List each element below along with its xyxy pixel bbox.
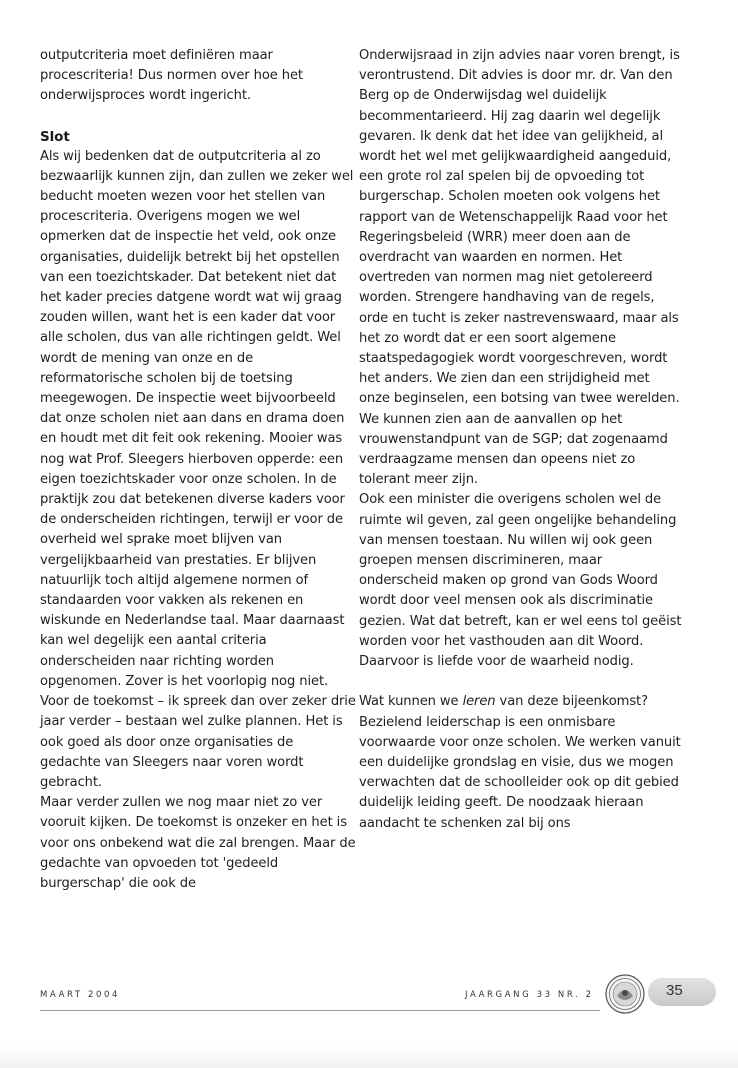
paragraph-continued: outputcriteria moet definiëren maar procescriteria! Dus normen over hoe het onderwijsproces wordt ingericht.: [40, 48, 303, 104]
footer-issue: JAARGANG 33 NR. 2: [465, 990, 594, 1000]
leren-emphasis: leren: [462, 694, 496, 710]
paragraph-leren: [359, 692, 683, 833]
page-number: 35: [666, 982, 683, 999]
right-column: [359, 46, 683, 834]
paragraph-onderwijsraad: Onderwijsraad in zijn advies naar voren brengt, is verontrustend. Dit advies is door mr. dr. Van den Berg op de Onderwijsdag wel duidelijk becommentarieerd. Hij zag daarin wel degelijk gevaren. Ik denk dat het idee van gelijkheid, al wordt het wel met gelijkwaardigheid aangeduid, een grote rol zal spelen bij de opvoeding tot burgerschap. Scholen moeten ook volgens het rapport van de Wetenschappelijk Raad voor het Regeringsbeleid (WRR) meer doen aan de overdracht van waarden en normen. Het overtreden van normen mag niet getolereerd worden. Strengere handhaving van de regels, orde en tucht is zeker nastrevenswaard, maar als het zo wordt dat er een soort algemene staatspedagogiek wordt voorgeschreven, wordt het anders. We zien dan een strijdigheid met onze beginselen, een botsing van twee werelden. We kunnen zien aan de aanvallen op het vrouwenstandpunt van de SGP; dat zogenaamd verdraagzame mensen dan opeens niet zo tolerant meer zijn.: [359, 48, 680, 488]
page-bottom-shadow: [0, 1044, 738, 1068]
footer-rule: [40, 1010, 600, 1011]
left-column: [40, 46, 356, 894]
paragraph-future: Voor de toekomst – ik spreek dan over zeker drie jaar verder – bestaan wel zulke plannen. Het is ook goed als door onze organisaties de gedachte van Sleegers naar voren wordt gebracht.: [40, 694, 356, 790]
leren-text-before: Wat kunnen we: [359, 694, 463, 710]
seal-emblem-icon: [605, 974, 645, 1014]
page-footer: [40, 982, 730, 1022]
section-heading-slot: Slot: [40, 128, 70, 145]
footer-month: MAART 2004: [40, 990, 121, 1000]
paragraph-outlook: Maar verder zullen we nog maar niet zo ver vooruit kijken. De toekomst is onzeker en het is voor ons onbekend wat die zal brengen. Maar de gedachte van opvoeden tot 'gedeeld burgerschap' die ook de: [40, 795, 356, 891]
paragraph-slot-body: Als wij bedenken dat de outputcriteria al zo bezwaarlijk kunnen zijn, dan zullen we zeker wel beducht moeten wezen voor het stellen van procescriteria. Overigens mogen we wel opmerken dat de inspectie het veld, ook onze organisaties, duidelijk betrekt bij het opstellen van een toezichtskader. Dat betekent niet dat het kader precies datgene wordt wat wij graag zouden willen, want het is een kader dat voor alle scholen, dus van alle richtingen geldt. Wel wordt de mening van onze en de reformatorische scholen bij de toetsing meegewogen. De inspectie weet bijvoorbeeld dat onze scholen niet aan dans en drama doen en houdt met dit feit ook rekening. Mooier was nog wat Prof. Sleegers hierboven opperde: een eigen toezichtskader voor onze scholen. In de praktijk zou dat betekenen diverse kaders voor de onderscheiden richtingen, terwijl er voor de overheid wel sprake moet blijven van vergelijkbaarheid van prestaties. Er blijven natuurlijk toch altijd algemene normen of standaarden voor vakken als rekenen en wiskunde en Nederlandse taal. Maar daarnaast kan wel degelijk een aantal criteria onderscheiden naar richting worden opgenomen. Zover is het voorlopig nog niet.: [40, 148, 354, 689]
leren-text-after: van deze bijeenkomst? Bezielend leiderschap is een onmisbare voorwaarde voor onze scholen. We werken vanuit een duidelijke grondslag en visie, dus we mogen verwachten dat de schoolleider ook op dit gebied duidelijk leiding geeft. De noodzaak hieraan aandacht te schenken zal bij ons: [359, 694, 681, 831]
paragraph-minister: Ook een minister die overigens scholen wel de ruimte wil geven, zal geen ongelijke behandeling van mensen toestaan. Nu willen wij ook geen groepen mensen discrimineren, maar onderscheid maken op grond van Gods Woord wordt door veel mensen ook als discriminatie gezien. Wat dat betreft, kan er wel eens tol geëist worden voor het vasthouden aan dit Woord. Daarvoor is liefde voor de waarheid nodig.: [359, 492, 682, 670]
